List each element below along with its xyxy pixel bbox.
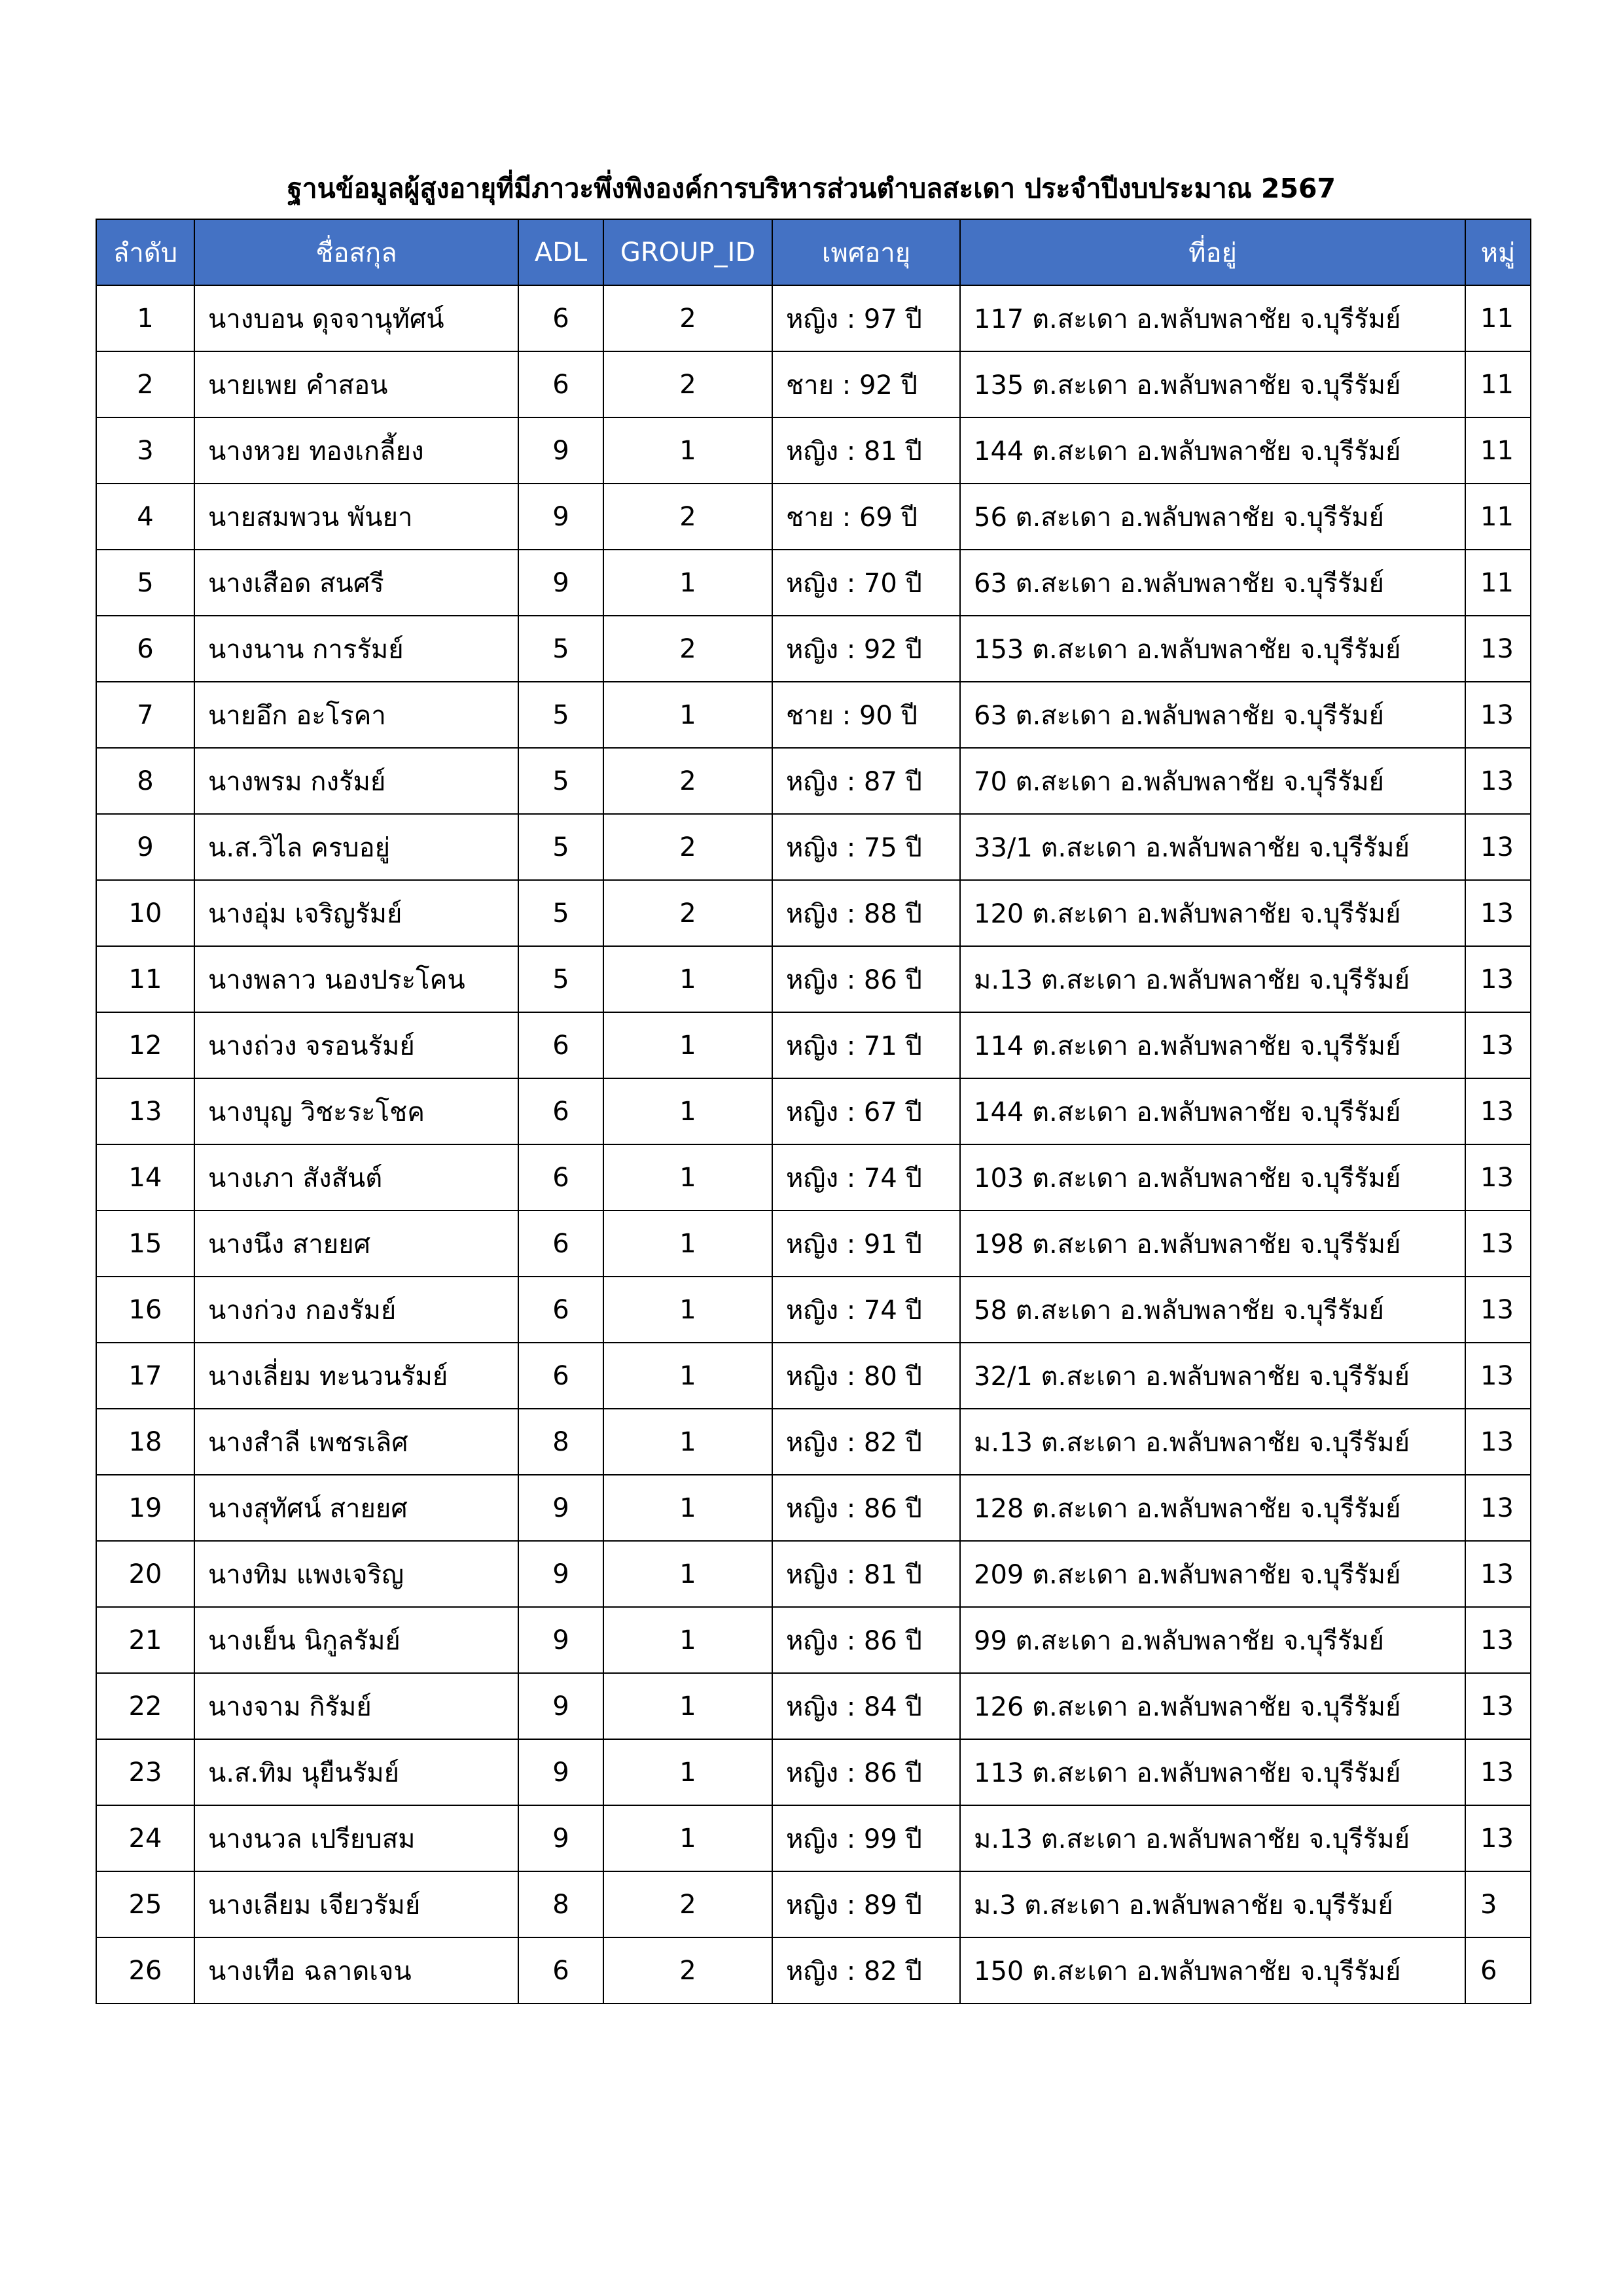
address-cell: 103 ต.สะเดา อ.พลับพลาชัย จ.บุรีรัมย์ xyxy=(960,1144,1465,1210)
table-row xyxy=(96,1805,1531,1871)
group-id-cell: 2 xyxy=(603,880,772,946)
group-id-cell: 1 xyxy=(603,1541,772,1607)
group-id-cell: 1 xyxy=(603,1012,772,1078)
group-id-cell: 2 xyxy=(603,1937,772,2004)
order-cell: 10 xyxy=(96,880,194,946)
sex-age-cell: หญิง : 75 ปี xyxy=(772,814,960,880)
adl-cell: 6 xyxy=(518,1937,603,2004)
order-cell: 13 xyxy=(96,1078,194,1144)
header-order: ลำดับ xyxy=(96,219,194,285)
address-cell: 153 ต.สะเดา อ.พลับพลาชัย จ.บุรีรัมย์ xyxy=(960,616,1465,682)
header-group-id: GROUP_ID xyxy=(603,219,772,285)
sex-age-cell: หญิง : 82 ปี xyxy=(772,1937,960,2004)
name-cell: นางถ่วง จรอนรัมย์ xyxy=(194,1012,518,1078)
sex-age-cell: หญิง : 86 ปี xyxy=(772,1607,960,1673)
name-cell: นางพรม กงรัมย์ xyxy=(194,748,518,814)
table-body xyxy=(96,285,1531,2004)
order-cell: 11 xyxy=(96,946,194,1012)
village-cell: 13 xyxy=(1465,1210,1531,1277)
name-cell: นายเพย คำสอน xyxy=(194,351,518,417)
sex-age-cell: หญิง : 74 ปี xyxy=(772,1144,960,1210)
order-cell: 20 xyxy=(96,1541,194,1607)
name-cell: นางบุญ วิชะระโชค xyxy=(194,1078,518,1144)
order-cell: 12 xyxy=(96,1012,194,1078)
address-cell: 128 ต.สะเดา อ.พลับพลาชัย จ.บุรีรัมย์ xyxy=(960,1475,1465,1541)
order-cell: 21 xyxy=(96,1607,194,1673)
table-row xyxy=(96,616,1531,682)
adl-cell: 6 xyxy=(518,1012,603,1078)
table-row xyxy=(96,1409,1531,1475)
name-cell: นางเสือด สนศรี xyxy=(194,550,518,616)
sex-age-cell: หญิง : 81 ปี xyxy=(772,417,960,484)
village-cell: 6 xyxy=(1465,1937,1531,2004)
address-cell: 70 ต.สะเดา อ.พลับพลาชัย จ.บุรีรัมย์ xyxy=(960,748,1465,814)
address-cell: 58 ต.สะเดา อ.พลับพลาชัย จ.บุรีรัมย์ xyxy=(960,1277,1465,1343)
address-cell: ม.13 ต.สะเดา อ.พลับพลาชัย จ.บุรีรัมย์ xyxy=(960,1805,1465,1871)
document-title: ฐานข้อมูลผู้สูงอายุที่มีภาวะพึ่งพิงองค์การบริหารส่วนตำบลสะเดา ประจำปีงบประมาณ 2567 xyxy=(287,173,1336,204)
order-cell: 5 xyxy=(96,550,194,616)
order-cell: 24 xyxy=(96,1805,194,1871)
group-id-cell: 1 xyxy=(603,1343,772,1409)
group-id-cell: 2 xyxy=(603,616,772,682)
adl-cell: 9 xyxy=(518,484,603,550)
group-id-cell: 2 xyxy=(603,748,772,814)
order-cell: 14 xyxy=(96,1144,194,1210)
adl-cell: 6 xyxy=(518,351,603,417)
header-row xyxy=(96,219,1531,285)
order-cell: 22 xyxy=(96,1673,194,1739)
order-cell: 8 xyxy=(96,748,194,814)
adl-cell: 9 xyxy=(518,1805,603,1871)
sex-age-cell: หญิง : 88 ปี xyxy=(772,880,960,946)
table-row xyxy=(96,682,1531,748)
table-row xyxy=(96,814,1531,880)
table-row xyxy=(96,550,1531,616)
address-cell: 126 ต.สะเดา อ.พลับพลาชัย จ.บุรีรัมย์ xyxy=(960,1673,1465,1739)
sex-age-cell: หญิง : 87 ปี xyxy=(772,748,960,814)
sex-age-cell: หญิง : 99 ปี xyxy=(772,1805,960,1871)
table-row xyxy=(96,1012,1531,1078)
adl-cell: 6 xyxy=(518,1144,603,1210)
table-row xyxy=(96,1078,1531,1144)
order-cell: 16 xyxy=(96,1277,194,1343)
name-cell: นางเทือ ฉลาดเจน xyxy=(194,1937,518,2004)
village-cell: 11 xyxy=(1465,285,1531,351)
name-cell: นางอุ่ม เจริญรัมย์ xyxy=(194,880,518,946)
name-cell: นางบอน ดุจจานุทัศน์ xyxy=(194,285,518,351)
village-cell: 13 xyxy=(1465,748,1531,814)
name-cell: นายอึก อะโรคา xyxy=(194,682,518,748)
name-cell: นางจาม กิรัมย์ xyxy=(194,1673,518,1739)
sex-age-cell: หญิง : 84 ปี xyxy=(772,1673,960,1739)
order-cell: 17 xyxy=(96,1343,194,1409)
village-cell: 13 xyxy=(1465,1673,1531,1739)
table-row xyxy=(96,285,1531,351)
adl-cell: 9 xyxy=(518,1607,603,1673)
name-cell: นางเย็น นิกูลรัมย์ xyxy=(194,1607,518,1673)
village-cell: 11 xyxy=(1465,484,1531,550)
group-id-cell: 1 xyxy=(603,1673,772,1739)
village-cell: 13 xyxy=(1465,616,1531,682)
sex-age-cell: หญิง : 86 ปี xyxy=(772,1475,960,1541)
village-cell: 11 xyxy=(1465,550,1531,616)
group-id-cell: 1 xyxy=(603,1475,772,1541)
group-id-cell: 1 xyxy=(603,417,772,484)
adl-cell: 5 xyxy=(518,880,603,946)
group-id-cell: 2 xyxy=(603,351,772,417)
adl-cell: 6 xyxy=(518,285,603,351)
sex-age-cell: หญิง : 97 ปี xyxy=(772,285,960,351)
address-cell: 117 ต.สะเดา อ.พลับพลาชัย จ.บุรีรัมย์ xyxy=(960,285,1465,351)
adl-cell: 8 xyxy=(518,1409,603,1475)
address-cell: 63 ต.สะเดา อ.พลับพลาชัย จ.บุรีรัมย์ xyxy=(960,550,1465,616)
adl-cell: 9 xyxy=(518,417,603,484)
sex-age-cell: ชาย : 90 ปี xyxy=(772,682,960,748)
group-id-cell: 2 xyxy=(603,814,772,880)
village-cell: 13 xyxy=(1465,1805,1531,1871)
address-cell: 56 ต.สะเดา อ.พลับพลาชัย จ.บุรีรัมย์ xyxy=(960,484,1465,550)
village-cell: 13 xyxy=(1465,1144,1531,1210)
address-cell: 150 ต.สะเดา อ.พลับพลาชัย จ.บุรีรัมย์ xyxy=(960,1937,1465,2004)
group-id-cell: 1 xyxy=(603,1607,772,1673)
order-cell: 19 xyxy=(96,1475,194,1541)
address-cell: 135 ต.สะเดา อ.พลับพลาชัย จ.บุรีรัมย์ xyxy=(960,351,1465,417)
table-row xyxy=(96,351,1531,417)
name-cell: นางสำลี เพชรเลิศ xyxy=(194,1409,518,1475)
adl-cell: 8 xyxy=(518,1871,603,1937)
group-id-cell: 1 xyxy=(603,1144,772,1210)
village-cell: 13 xyxy=(1465,1343,1531,1409)
name-cell: นางนวล เปรียบสม xyxy=(194,1805,518,1871)
table-row xyxy=(96,880,1531,946)
order-cell: 25 xyxy=(96,1871,194,1937)
order-cell: 1 xyxy=(96,285,194,351)
sex-age-cell: หญิง : 74 ปี xyxy=(772,1277,960,1343)
village-cell: 13 xyxy=(1465,946,1531,1012)
adl-cell: 9 xyxy=(518,1673,603,1739)
group-id-cell: 2 xyxy=(603,1871,772,1937)
order-cell: 15 xyxy=(96,1210,194,1277)
order-cell: 26 xyxy=(96,1937,194,2004)
village-cell: 13 xyxy=(1465,1607,1531,1673)
order-cell: 7 xyxy=(96,682,194,748)
village-cell: 13 xyxy=(1465,1277,1531,1343)
adl-cell: 6 xyxy=(518,1277,603,1343)
table-row xyxy=(96,1144,1531,1210)
order-cell: 6 xyxy=(96,616,194,682)
address-cell: 209 ต.สะเดา อ.พลับพลาชัย จ.บุรีรัมย์ xyxy=(960,1541,1465,1607)
name-cell: นางเลียม เจียวรัมย์ xyxy=(194,1871,518,1937)
order-cell: 23 xyxy=(96,1739,194,1805)
village-cell: 13 xyxy=(1465,1739,1531,1805)
order-cell: 2 xyxy=(96,351,194,417)
name-cell: นางพลาว นองประโคน xyxy=(194,946,518,1012)
sex-age-cell: หญิง : 86 ปี xyxy=(772,946,960,1012)
sex-age-cell: หญิง : 71 ปี xyxy=(772,1012,960,1078)
sex-age-cell: หญิง : 89 ปี xyxy=(772,1871,960,1937)
address-cell: 99 ต.สะเดา อ.พลับพลาชัย จ.บุรีรัมย์ xyxy=(960,1607,1465,1673)
table-row xyxy=(96,1210,1531,1277)
village-cell: 13 xyxy=(1465,1078,1531,1144)
sex-age-cell: ชาย : 69 ปี xyxy=(772,484,960,550)
header-address: ที่อยู่ xyxy=(960,219,1465,285)
group-id-cell: 1 xyxy=(603,682,772,748)
village-cell: 13 xyxy=(1465,682,1531,748)
table-row xyxy=(96,1277,1531,1343)
group-id-cell: 2 xyxy=(603,484,772,550)
order-cell: 3 xyxy=(96,417,194,484)
table-row xyxy=(96,1541,1531,1607)
adl-cell: 9 xyxy=(518,1475,603,1541)
name-cell: น.ส.ทิม นุยืนรัมย์ xyxy=(194,1739,518,1805)
sex-age-cell: หญิง : 67 ปี xyxy=(772,1078,960,1144)
village-cell: 13 xyxy=(1465,814,1531,880)
header-sex-age: เพศอายุ xyxy=(772,219,960,285)
address-cell: 198 ต.สะเดา อ.พลับพลาชัย จ.บุรีรัมย์ xyxy=(960,1210,1465,1277)
address-cell: 113 ต.สะเดา อ.พลับพลาชัย จ.บุรีรัมย์ xyxy=(960,1739,1465,1805)
address-cell: 32/1 ต.สะเดา อ.พลับพลาชัย จ.บุรีรัมย์ xyxy=(960,1343,1465,1409)
group-id-cell: 2 xyxy=(603,285,772,351)
group-id-cell: 1 xyxy=(603,1277,772,1343)
address-cell: ม.3 ต.สะเดา อ.พลับพลาชัย จ.บุรีรัมย์ xyxy=(960,1871,1465,1937)
village-cell: 13 xyxy=(1465,1541,1531,1607)
village-cell: 11 xyxy=(1465,417,1531,484)
village-cell: 13 xyxy=(1465,1475,1531,1541)
sex-age-cell: หญิง : 82 ปี xyxy=(772,1409,960,1475)
adl-cell: 9 xyxy=(518,550,603,616)
sex-age-cell: หญิง : 80 ปี xyxy=(772,1343,960,1409)
table-row xyxy=(96,1673,1531,1739)
table-row xyxy=(96,484,1531,550)
adl-cell: 5 xyxy=(518,616,603,682)
group-id-cell: 1 xyxy=(603,1805,772,1871)
group-id-cell: 1 xyxy=(603,1078,772,1144)
adl-cell: 6 xyxy=(518,1210,603,1277)
name-cell: นางนึง สายยศ xyxy=(194,1210,518,1277)
name-cell: นางนาน การรัมย์ xyxy=(194,616,518,682)
address-cell: ม.13 ต.สะเดา อ.พลับพลาชัย จ.บุรีรัมย์ xyxy=(960,946,1465,1012)
header-name: ชื่อสกุล xyxy=(194,219,518,285)
name-cell: นางทิม แพงเจริญ xyxy=(194,1541,518,1607)
sex-age-cell: หญิง : 86 ปี xyxy=(772,1739,960,1805)
order-cell: 18 xyxy=(96,1409,194,1475)
adl-cell: 5 xyxy=(518,748,603,814)
name-cell: นางสุทัศน์ สายยศ xyxy=(194,1475,518,1541)
table-row xyxy=(96,1739,1531,1805)
group-id-cell: 1 xyxy=(603,946,772,1012)
name-cell: นายสมพวน พันยา xyxy=(194,484,518,550)
group-id-cell: 1 xyxy=(603,1210,772,1277)
group-id-cell: 1 xyxy=(603,550,772,616)
village-cell: 11 xyxy=(1465,351,1531,417)
table-row xyxy=(96,1475,1531,1541)
table-row xyxy=(96,1937,1531,2004)
table-row xyxy=(96,417,1531,484)
table-row xyxy=(96,1871,1531,1937)
adl-cell: 6 xyxy=(518,1078,603,1144)
adl-cell: 5 xyxy=(518,682,603,748)
name-cell: นางหวย ทองเกลี้ยง xyxy=(194,417,518,484)
address-cell: 144 ต.สะเดา อ.พลับพลาชัย จ.บุรีรัมย์ xyxy=(960,1078,1465,1144)
elderly-data-table xyxy=(96,219,1531,2004)
address-cell: 144 ต.สะเดา อ.พลับพลาชัย จ.บุรีรัมย์ xyxy=(960,417,1465,484)
table-row xyxy=(96,748,1531,814)
address-cell: 120 ต.สะเดา อ.พลับพลาชัย จ.บุรีรัมย์ xyxy=(960,880,1465,946)
village-cell: 13 xyxy=(1465,1012,1531,1078)
name-cell: น.ส.วิไล ครบอยู่ xyxy=(194,814,518,880)
sex-age-cell: หญิง : 91 ปี xyxy=(772,1210,960,1277)
group-id-cell: 1 xyxy=(603,1739,772,1805)
adl-cell: 9 xyxy=(518,1739,603,1805)
group-id-cell: 1 xyxy=(603,1409,772,1475)
address-cell: 114 ต.สะเดา อ.พลับพลาชัย จ.บุรีรัมย์ xyxy=(960,1012,1465,1078)
table-row xyxy=(96,946,1531,1012)
address-cell: 63 ต.สะเดา อ.พลับพลาชัย จ.บุรีรัมย์ xyxy=(960,682,1465,748)
village-cell: 13 xyxy=(1465,880,1531,946)
order-cell: 9 xyxy=(96,814,194,880)
adl-cell: 9 xyxy=(518,1541,603,1607)
adl-cell: 6 xyxy=(518,1343,603,1409)
name-cell: นางเภา สังสันต์ xyxy=(194,1144,518,1210)
sex-age-cell: หญิง : 70 ปี xyxy=(772,550,960,616)
adl-cell: 5 xyxy=(518,814,603,880)
header-village: หมู่ xyxy=(1465,219,1531,285)
village-cell: 13 xyxy=(1465,1409,1531,1475)
sex-age-cell: หญิง : 92 ปี xyxy=(772,616,960,682)
header-adl: ADL xyxy=(518,219,603,285)
table-row xyxy=(96,1343,1531,1409)
order-cell: 4 xyxy=(96,484,194,550)
sex-age-cell: หญิง : 81 ปี xyxy=(772,1541,960,1607)
name-cell: นางก่วง กองรัมย์ xyxy=(194,1277,518,1343)
sex-age-cell: ชาย : 92 ปี xyxy=(772,351,960,417)
adl-cell: 5 xyxy=(518,946,603,1012)
village-cell: 3 xyxy=(1465,1871,1531,1937)
table-row xyxy=(96,1607,1531,1673)
name-cell: นางเลี่ยม ทะนวนรัมย์ xyxy=(194,1343,518,1409)
address-cell: 33/1 ต.สะเดา อ.พลับพลาชัย จ.บุรีรัมย์ xyxy=(960,814,1465,880)
address-cell: ม.13 ต.สะเดา อ.พลับพลาชัย จ.บุรีรัมย์ xyxy=(960,1409,1465,1475)
